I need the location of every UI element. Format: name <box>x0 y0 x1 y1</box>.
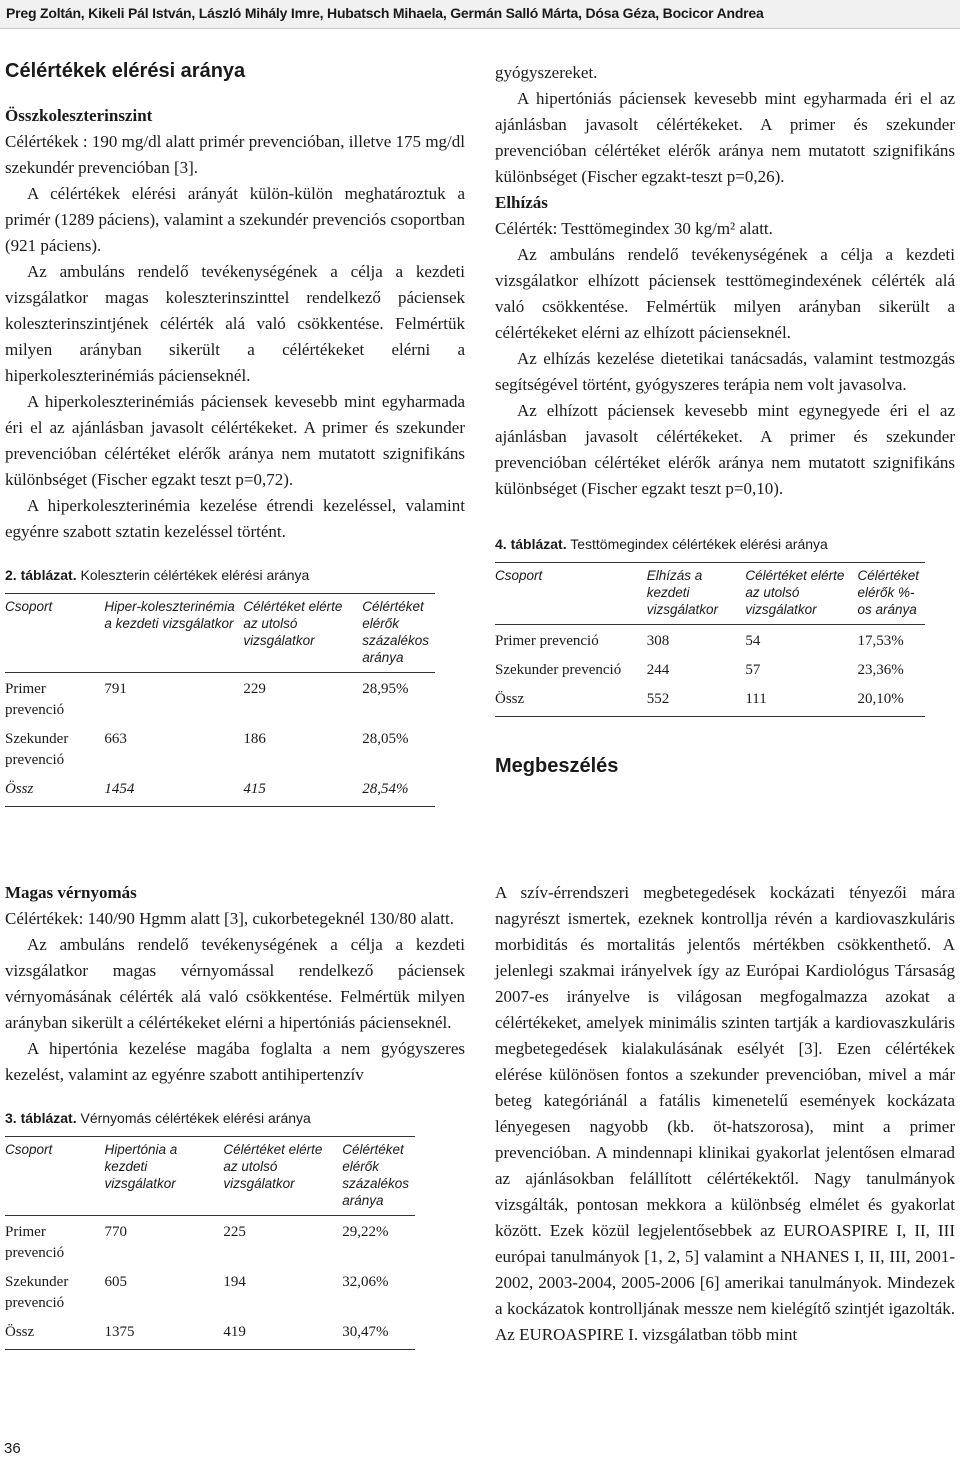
left-column <box>5 60 465 807</box>
table-row-total <box>5 1316 415 1350</box>
table-cell: 54 <box>745 633 761 649</box>
table-header-row <box>5 1137 415 1216</box>
table-cell: Össz <box>5 773 104 807</box>
cholesterol-table <box>5 593 435 807</box>
table-header: Célértéket elérte az utolsó vizsgálatkor <box>243 599 343 648</box>
paragraph: Az ambuláns rendelő tevékenységének a célja a kezdeti vizsgálatkor elhízott páciensek testtömegindexének célérték alá való csökkentése. Felmértük milyen arányban sikerült a célértékeket elérni az elhízott pácienseknél. <box>495 245 955 342</box>
table-cell: 30,47% <box>342 1316 415 1350</box>
paragraph: Célértékek: 140/90 Hgmm alatt [3], cukorbetegeknél 130/80 alatt. <box>5 909 454 928</box>
table-cell: Primer prevenció <box>5 1224 65 1261</box>
table-cell: 32,06% <box>342 1274 389 1290</box>
discussion-title: Megbeszélés <box>495 755 619 777</box>
table-cell: 20,10% <box>857 683 925 717</box>
lower-left-column <box>5 880 465 1350</box>
table-cell: 791 <box>104 681 127 697</box>
paragraph: A hipertónia kezelése magába foglalta a nem gyógyszeres kezelést, valamint az egyénre szabott antihipertenzív <box>5 1039 465 1084</box>
table-cell: 23,36% <box>857 662 904 678</box>
table-label: 3. táblázat. <box>5 1110 77 1126</box>
table-cell: Primer prevenció <box>495 633 599 649</box>
table-header: Célértéket elérte az utolsó vizsgálatkor <box>745 568 845 617</box>
table-header: Csoport <box>495 568 543 583</box>
table-header: Elhízás a kezdeti vizsgálatkor <box>646 568 719 617</box>
table-label: 2. táblázat. <box>5 567 77 583</box>
paragraph: A hipertóniás páciensek kevesebb mint egyharmada éri el az ajánlásban javasolt célértékeket. A primer és szekunder prevencióban célértéket elérők aránya nem mutatott szignifikáns különbséget (Fischer egzakt-teszt p=0,26). <box>495 89 955 186</box>
table-row-total <box>5 773 435 807</box>
table-cell: 244 <box>646 662 670 678</box>
table-cell: 111 <box>745 683 857 717</box>
blood-pressure-table <box>5 1136 415 1350</box>
paragraph: Az ambuláns rendelő tevékenységének a célja a kezdeti vizsgálatkor magas koleszterinszinttel rendelkező páciensek koleszterinszintjének célérték alá való csökkentése. Felmértük milyen arányban sikerült a célértékeket elérni a hiperkoleszterinémiás pácienseknél. <box>5 262 465 385</box>
page-number: 36 <box>4 1440 21 1457</box>
table-cell: 28,95% <box>362 681 409 697</box>
table-row <box>5 673 435 724</box>
table-cell: 57 <box>745 662 761 678</box>
table-row <box>5 1216 415 1267</box>
table-row <box>5 723 435 773</box>
table-header: Célértéket elérők %-os aránya <box>857 568 919 617</box>
table-cell: Szekunder prevenció <box>5 731 69 768</box>
paragraph: Az elhízás kezelése dietetikai tanácsadás, valamint testmozgás segítségével történt, gyógyszeres terápia nem volt javasolva. <box>495 349 955 394</box>
paragraph: A célértékek elérési arányát külön-külön meghatároztuk a primér (1289 páciens), valamint a szekundér prevenciós csoportban (921 páciens). <box>5 184 465 255</box>
lower-right-column <box>495 880 955 1348</box>
table-caption <box>495 536 955 552</box>
table-cell: 552 <box>647 683 746 717</box>
table-label: 4. táblázat. <box>495 536 567 552</box>
table-cell: 605 <box>104 1274 127 1290</box>
table-title: Koleszterin célértékek elérési aránya <box>80 567 310 583</box>
table-header: Célértéket elérte az utolsó vizsgálatkor <box>223 1142 323 1191</box>
table-title: Testtömegindex célértékek elérési aránya <box>570 536 828 552</box>
table-cell: 194 <box>223 1274 246 1290</box>
table-cell: 17,53% <box>857 633 904 649</box>
paragraph: Célérték: Testtömegindex 30 kg/m² alatt. <box>495 219 773 238</box>
table-cell: 225 <box>223 1224 246 1240</box>
paragraph: gyógyszereket. <box>495 63 598 82</box>
table-cell: 419 <box>223 1316 342 1350</box>
table-header: Célértéket elérők százalékos aránya <box>342 1142 410 1208</box>
paragraph: A hiperkoleszterinémiás páciensek kevesebb mint egyharmada éri el az ajánlásban javasolt célértékeket. A primer és szekunder prevencióban célértéket elérők aránya nem mutatott szignifikáns különbséget (Fischer egzakt teszt p=0,72). <box>5 392 465 489</box>
table-row-total <box>495 683 925 717</box>
table-cell: 1375 <box>104 1316 223 1350</box>
table-cell: 29,22% <box>342 1224 389 1240</box>
table-header: Csoport <box>5 599 53 614</box>
table-row <box>495 625 925 655</box>
paragraph: Az ambuláns rendelő tevékenységének a célja a kezdeti vizsgálatkor magas vérnyomással rendelkező páciensek vérnyomásának célérték alá való csökkentése. Felmértük milyen arányban sikerült a célértékeket elérni a hipertóniás pácienseknél. <box>5 935 465 1032</box>
table-caption <box>5 1110 465 1126</box>
table-cell: 415 <box>243 773 362 807</box>
table-cell: 663 <box>104 731 127 747</box>
table-cell: 1454 <box>104 773 243 807</box>
table-header-row <box>495 563 925 625</box>
table-cell: Primer prevenció <box>5 681 65 718</box>
table-cell: 28,05% <box>362 731 409 747</box>
obesity-heading: Elhízás <box>495 193 548 212</box>
table-cell: 308 <box>646 633 670 649</box>
table-row <box>5 1266 415 1316</box>
table-header: Célértéket elérők százalékos aránya <box>362 599 430 665</box>
cholesterol-heading: Összkoleszterinszint <box>5 106 153 125</box>
table-cell: 28,54% <box>362 773 435 807</box>
table-header: Hipertónia a kezdeti vizsgálatkor <box>104 1142 178 1191</box>
table-header-row <box>5 594 435 673</box>
table-cell: 770 <box>104 1224 127 1240</box>
table-cell: 186 <box>243 731 266 747</box>
table-caption <box>5 567 465 583</box>
table-cell: Össz <box>5 1316 104 1350</box>
paragraph: A szív-érrendszeri megbetegedések kockázati tényezői mára nagyrészt ismertek, ezeknek kontrollja révén a kardiovaszkuláris morbiditás és mortalitás jelentős mértékben csökkenthető. A jelenlegi szakmai irányelvek így az Európai Kardiológus Társaság 2007-es irányelve is világosan megfogalmazza azokat a célértékeket, amelyek minimális szinten tartják a kardiovaszkuláris megbetegedések kialakulásának esélyét [3]. Ezen célértékek elérése különösen fontos a szekunder prevencióban, mivel a már beteg kategóriánál a fatális kimenetelű események kockázata lényegesen nagyobb (kb. öt-hatszorosa), mint a primer prevencióban. A mindennapi klinikai gyakorlat jelentősen elmarad az ajánlásokban felállított célértékektől. Nagy tanulmányok vizsgálták, pontosan mekkora a különbség elmélet és gyakorlat között. Ezek közül legjelentősebbek az EUROASPIRE I, II, III európai tanulmányok [1, 2, 5] valamint a NHANES I, II, III, 2001-2002, 2003-2004, 2005-2006 [6] amerikai tanulmányok. Mindezek a kockázatok kontrolljának messze nem kielégítő szintjét igazolták. Az EUROASPIRE I. vizsgálatban több mint <box>495 883 955 1344</box>
section-title: Célértékek elérési aránya <box>5 60 246 82</box>
paragraph: Célértékek : 190 mg/dl alatt primér prevencióban, illetve 175 mg/dl szekundér prevencióban [3]. <box>5 132 465 177</box>
blood-pressure-heading: Magas vérnyomás <box>5 883 137 902</box>
table-header: Csoport <box>5 1142 53 1157</box>
running-header <box>0 0 960 29</box>
header-authors: Preg Zoltán, Kikeli Pál István, László Mihály Imre, Hubatsch Mihaela, Germán Salló Márta, Dósa Géza, Bocicor Andrea <box>6 5 764 21</box>
paragraph: Az elhízott páciensek kevesebb mint egynegyede éri el az ajánlásban javasolt célértékeket. A primer és szekunder prevencióban célértéket elérők aránya nem mutatott szignifikáns különbséget (Fischer egzakt teszt p=0,10). <box>495 401 955 498</box>
table-cell: Szekunder prevenció <box>5 1274 69 1311</box>
table-header: Hiper-koleszterinémia a kezdeti vizsgálatkor <box>104 599 235 631</box>
paragraph: A hiperkoleszterinémia kezelése étrendi kezeléssel, valamint egyénre szabott sztatin kezeléssel történt. <box>5 496 465 541</box>
table-cell: Szekunder prevenció <box>495 662 622 678</box>
table-cell: 229 <box>243 681 266 697</box>
table-cell: Össz <box>495 683 647 717</box>
table-title: Vérnyomás célértékek elérési aránya <box>80 1110 311 1126</box>
right-column <box>495 60 955 778</box>
bmi-table <box>495 562 925 717</box>
table-row <box>495 654 925 683</box>
